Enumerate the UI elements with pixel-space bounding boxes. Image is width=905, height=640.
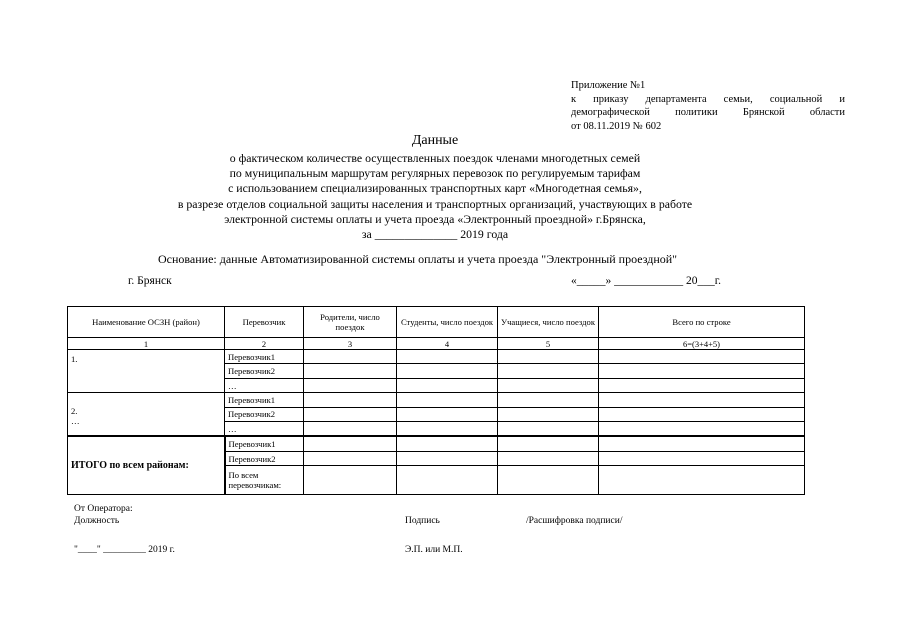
carrier-cell: …: [225, 378, 304, 392]
subtitle-line: по муниципальным маршрутам регулярных перевозок по регулируемым тарифам: [229, 166, 641, 181]
basis-text: Основание: данные Автоматизированной системы оплаты и учета проезда "Электронный проездной": [158, 252, 678, 266]
region-cell: [68, 393, 225, 437]
region-number: 2.: [71, 406, 78, 417]
table-row: [68, 350, 805, 364]
col-number: 3: [304, 337, 397, 349]
header-pupils: Учащиеся, число поездок: [498, 307, 599, 338]
header-parents: Родители, число поездок: [304, 307, 397, 338]
carrier-cell: …: [225, 421, 304, 436]
signature-label: Подпись: [405, 516, 440, 526]
col-number: 1: [68, 337, 225, 349]
appendix-order: к приказу департамента семьи, социальной и: [571, 93, 845, 105]
table-row: [68, 393, 805, 407]
carrier-cell: Перевозчик1: [225, 436, 304, 451]
total-label: ИТОГО по всем районам:: [68, 436, 225, 494]
carrier-cell: Перевозчик2: [225, 451, 304, 465]
appendix-block: [571, 79, 845, 133]
position-label: Должность: [74, 516, 120, 526]
header-region: Наименование ОСЗН (район): [68, 307, 225, 338]
report-table: [67, 306, 805, 495]
footer-date: "____" _________ 2019 г.: [74, 545, 175, 555]
appendix-title: Приложение №1: [571, 80, 646, 91]
region-cell: [68, 350, 225, 393]
header-total: Всего по строке: [599, 307, 805, 338]
carrier-cell: Перевозчик1: [225, 393, 304, 407]
header-carrier: Перевозчик: [225, 307, 304, 338]
subtitle-line: о фактическом количестве осуществленных поездок членами многодетных семей: [229, 151, 641, 165]
col-number: 2: [225, 337, 304, 349]
signature-decode-label: /Расшифровка подписи/: [526, 516, 623, 526]
appendix-date: от 08.11.2019 № 602: [571, 120, 662, 132]
operator-label: От Оператора:: [74, 504, 133, 514]
document-subtitle: [0, 151, 870, 242]
document-title: Данные: [411, 133, 459, 148]
all-carriers-cell: По всем перевозчикам:: [225, 466, 304, 495]
carrier-cell: Перевозчик2: [225, 364, 304, 378]
col-number: 6=(3+4+5): [599, 337, 805, 349]
table-row: [68, 436, 805, 451]
date-fill-line: «_____» ____________ 20___г.: [571, 275, 722, 287]
carrier-cell: Перевозчик1: [225, 350, 304, 364]
header-students: Студенты, число поездок: [397, 307, 498, 338]
region-more: …: [71, 416, 80, 427]
carrier-cell: Перевозчик2: [225, 407, 304, 421]
col-number: 4: [397, 337, 498, 349]
subtitle-line: электронной системы оплаты и учета проезда «Электронный проездной» г.Брянска,: [224, 211, 646, 226]
table-number-row: [68, 337, 805, 349]
table-header-row: [68, 307, 805, 338]
subtitle-line: с использованием специализированных транспортных карт «Многодетная семья»,: [228, 181, 642, 196]
region-number: 1.: [71, 354, 78, 365]
subtitle-line: в разрезе отделов социальной защиты населения и транспортных организаций, участвующих в работе: [177, 196, 693, 211]
col-number: 5: [498, 337, 599, 349]
city-label: г. Брянск: [128, 275, 172, 287]
appendix-department: демографической политики Брянской области: [571, 107, 845, 118]
seal-label: Э.П. или М.П.: [405, 545, 463, 555]
subtitle-period: за ______________ 2019 года: [361, 227, 509, 242]
